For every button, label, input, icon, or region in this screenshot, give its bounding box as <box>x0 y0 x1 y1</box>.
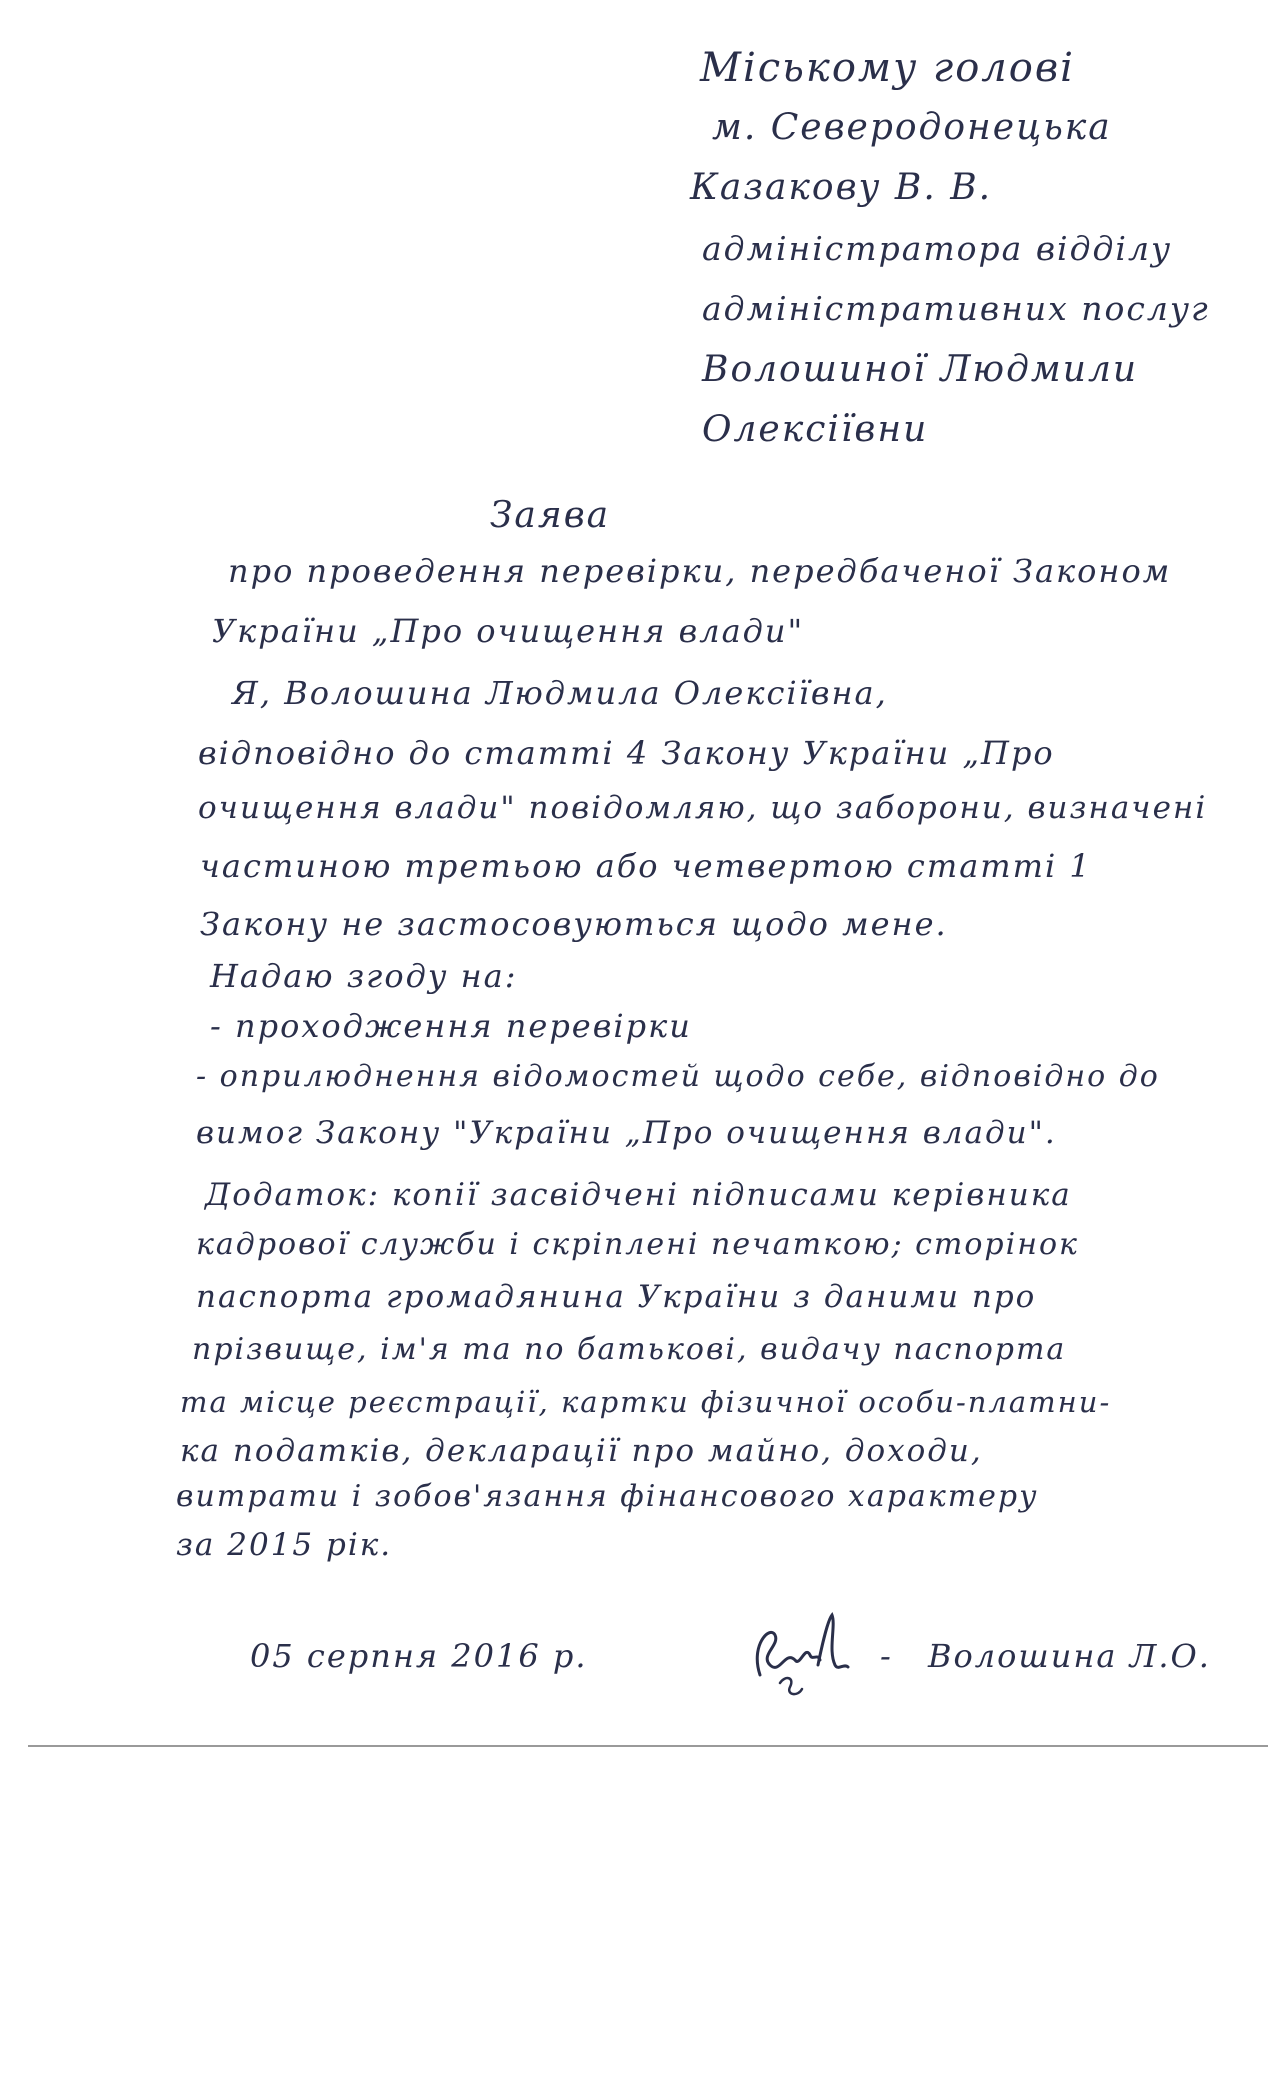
addressee-line-5: адміністративних послуг <box>702 289 1210 328</box>
paragraph-line: очищення влади" повідомляю, що заборони, визначені <box>198 790 1208 826</box>
appendix-line: витрати і зобов'язання фінансового характеру <box>176 1479 1039 1514</box>
appendix-line: Додаток: копії засвідчені підписами керівника <box>205 1177 1072 1213</box>
consent-item-continued: вимог Закону "України „Про очищення влади". <box>196 1115 1057 1151</box>
appendix-line: прізвище, ім'я та по батькові, видачу паспорта <box>192 1332 1067 1367</box>
addressee-line-6: Волошиної Людмили <box>702 349 1139 390</box>
appendix-line: кадрової служби і скріплені печаткою; сторінок <box>196 1227 1079 1262</box>
addressee-line-7: Олексіївни <box>702 409 929 450</box>
appendix-line: та місце реєстрації, картки фізичної особи-платни- <box>180 1385 1112 1419</box>
paragraph-line: відповідно до статті 4 Закону України „Про <box>198 734 1055 772</box>
statement-subtitle-line-2: України „Про очищення влади" <box>212 612 805 650</box>
appendix-line: ка податків, декларації про майно, доходи, <box>180 1433 983 1469</box>
document-date: 05 серпня 2016 р. <box>250 1637 588 1675</box>
handwritten-signature <box>740 1605 890 1705</box>
signature-dash: - <box>880 1637 893 1675</box>
appendix-line: за 2015 рік. <box>176 1527 393 1563</box>
statement-title: Заява <box>490 495 611 536</box>
addressee-line-1: Міському голові <box>700 45 1075 91</box>
consent-item: - проходження перевірки <box>210 1007 692 1045</box>
consent-heading: Надаю згоду на: <box>210 957 518 995</box>
paragraph-line: Я, Волошина Людмила Олексіївна, <box>232 674 888 712</box>
paragraph-line: Закону не застосовуються щодо мене. <box>200 905 948 943</box>
signer-name: Волошина Л.О. <box>928 1637 1211 1675</box>
page-divider <box>28 1745 1268 1747</box>
consent-item: - оприлюднення відомостей щодо себе, відповідно до <box>196 1059 1160 1094</box>
statement-subtitle-line-1: про проведення перевірки, передбаченої Законом <box>228 552 1172 590</box>
paragraph-line: частиною третьою або четвертою статті 1 <box>200 847 1092 885</box>
addressee-line-3: Казакову В. В. <box>690 167 993 208</box>
addressee-line-2: м. Северодонецька <box>712 107 1112 148</box>
addressee-line-4: адміністратора відділу <box>702 229 1173 268</box>
appendix-line: паспорта громадянина України з даними про <box>196 1279 1037 1315</box>
